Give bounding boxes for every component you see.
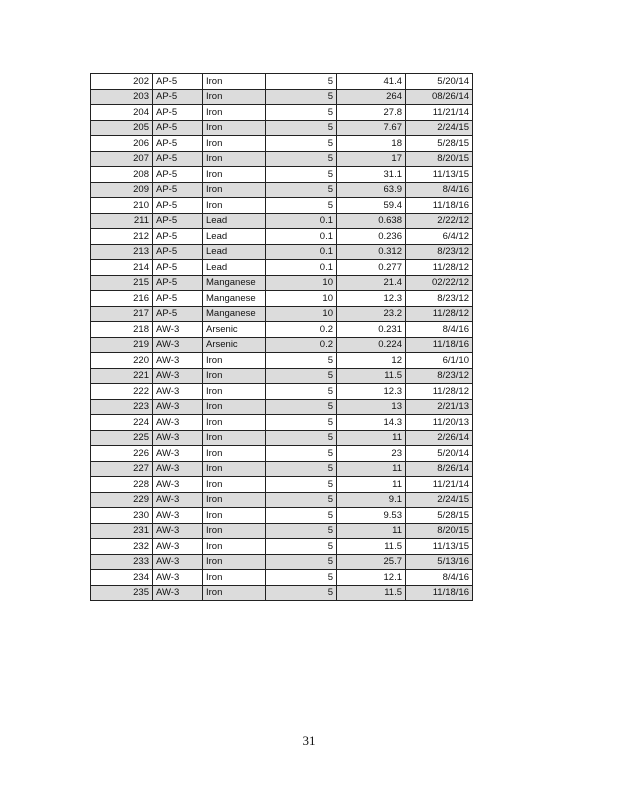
table-row [91, 368, 473, 384]
row-number-cell: 223 [91, 399, 153, 415]
date-cell: 11/18/16 [406, 198, 473, 214]
date-cell: 2/24/15 [406, 492, 473, 508]
row-number-cell: 225 [91, 430, 153, 446]
analyte-cell: Manganese [203, 306, 266, 322]
date-cell: 5/28/15 [406, 508, 473, 524]
analyte-cell: Iron [203, 461, 266, 477]
table-row [91, 337, 473, 353]
limit-cell: 5 [266, 89, 337, 105]
table-row [91, 151, 473, 167]
row-number-cell: 233 [91, 554, 153, 570]
result-cell: 23 [337, 446, 406, 462]
row-number-cell: 229 [91, 492, 153, 508]
limit-cell: 0.1 [266, 260, 337, 276]
result-cell: 11 [337, 477, 406, 493]
date-cell: 11/18/16 [406, 337, 473, 353]
table-row [91, 275, 473, 291]
table-row [91, 89, 473, 105]
table-row [91, 260, 473, 276]
analyte-cell: Lead [203, 229, 266, 245]
row-number-cell: 211 [91, 213, 153, 229]
table-row [91, 399, 473, 415]
table-row [91, 182, 473, 198]
row-number-cell: 231 [91, 523, 153, 539]
date-cell: 2/22/12 [406, 213, 473, 229]
result-cell: 14.3 [337, 415, 406, 431]
limit-cell: 5 [266, 415, 337, 431]
limit-cell: 0.1 [266, 244, 337, 260]
table-row [91, 198, 473, 214]
row-number-cell: 228 [91, 477, 153, 493]
date-cell: 2/26/14 [406, 430, 473, 446]
row-number-cell: 206 [91, 136, 153, 152]
location-cell: AW-3 [153, 368, 203, 384]
limit-cell: 5 [266, 492, 337, 508]
date-cell: 8/4/16 [406, 570, 473, 586]
row-number-cell: 220 [91, 353, 153, 369]
table-row [91, 415, 473, 431]
table-row [91, 105, 473, 121]
table-row [91, 291, 473, 307]
location-cell: AW-3 [153, 399, 203, 415]
location-cell: AP-5 [153, 213, 203, 229]
result-cell: 12 [337, 353, 406, 369]
limit-cell: 5 [266, 523, 337, 539]
result-cell: 9.1 [337, 492, 406, 508]
analyte-cell: Iron [203, 105, 266, 121]
table-row [91, 585, 473, 601]
row-number-cell: 209 [91, 182, 153, 198]
location-cell: AW-3 [153, 322, 203, 338]
date-cell: 8/23/12 [406, 368, 473, 384]
date-cell: 8/23/12 [406, 291, 473, 307]
analyte-cell: Iron [203, 415, 266, 431]
result-cell: 7.67 [337, 120, 406, 136]
row-number-cell: 226 [91, 446, 153, 462]
location-cell: AP-5 [153, 260, 203, 276]
result-cell: 18 [337, 136, 406, 152]
row-number-cell: 217 [91, 306, 153, 322]
date-cell: 8/4/16 [406, 182, 473, 198]
date-cell: 5/20/14 [406, 74, 473, 90]
limit-cell: 5 [266, 182, 337, 198]
location-cell: AW-3 [153, 570, 203, 586]
analyte-cell: Iron [203, 570, 266, 586]
analyte-cell: Iron [203, 368, 266, 384]
table-row [91, 523, 473, 539]
row-number-cell: 210 [91, 198, 153, 214]
analyte-cell: Lead [203, 213, 266, 229]
limit-cell: 5 [266, 554, 337, 570]
location-cell: AP-5 [153, 182, 203, 198]
table-row [91, 430, 473, 446]
limit-cell: 5 [266, 105, 337, 121]
date-cell: 11/28/12 [406, 384, 473, 400]
table-row [91, 322, 473, 338]
limit-cell: 0.1 [266, 229, 337, 245]
limit-cell: 5 [266, 585, 337, 601]
result-cell: 17 [337, 151, 406, 167]
date-cell: 11/13/15 [406, 539, 473, 555]
row-number-cell: 221 [91, 368, 153, 384]
date-cell: 02/22/12 [406, 275, 473, 291]
limit-cell: 10 [266, 306, 337, 322]
analyte-cell: Iron [203, 353, 266, 369]
row-number-cell: 222 [91, 384, 153, 400]
date-cell: 6/4/12 [406, 229, 473, 245]
location-cell: AW-3 [153, 523, 203, 539]
analyte-cell: Iron [203, 74, 266, 90]
row-number-cell: 218 [91, 322, 153, 338]
result-cell: 31.1 [337, 167, 406, 183]
location-cell: AW-3 [153, 430, 203, 446]
row-number-cell: 208 [91, 167, 153, 183]
result-cell: 0.312 [337, 244, 406, 260]
result-cell: 12.3 [337, 384, 406, 400]
row-number-cell: 202 [91, 74, 153, 90]
location-cell: AW-3 [153, 492, 203, 508]
analyte-cell: Iron [203, 198, 266, 214]
location-cell: AW-3 [153, 353, 203, 369]
analyte-cell: Iron [203, 182, 266, 198]
result-cell: 0.224 [337, 337, 406, 353]
table-row [91, 229, 473, 245]
date-cell: 8/23/12 [406, 244, 473, 260]
location-cell: AW-3 [153, 585, 203, 601]
table-row [91, 213, 473, 229]
table-row [91, 570, 473, 586]
location-cell: AW-3 [153, 508, 203, 524]
row-number-cell: 232 [91, 539, 153, 555]
limit-cell: 0.2 [266, 337, 337, 353]
analyte-cell: Lead [203, 260, 266, 276]
location-cell: AW-3 [153, 384, 203, 400]
analyte-cell: Manganese [203, 275, 266, 291]
row-number-cell: 213 [91, 244, 153, 260]
limit-cell: 5 [266, 570, 337, 586]
date-cell: 11/13/15 [406, 167, 473, 183]
row-number-cell: 224 [91, 415, 153, 431]
row-number-cell: 230 [91, 508, 153, 524]
location-cell: AP-5 [153, 306, 203, 322]
result-cell: 11.5 [337, 585, 406, 601]
limit-cell: 5 [266, 508, 337, 524]
location-cell: AW-3 [153, 337, 203, 353]
result-cell: 11.5 [337, 539, 406, 555]
limit-cell: 5 [266, 539, 337, 555]
location-cell: AP-5 [153, 120, 203, 136]
analyte-cell: Iron [203, 136, 266, 152]
result-cell: 9.53 [337, 508, 406, 524]
limit-cell: 5 [266, 461, 337, 477]
limit-cell: 5 [266, 399, 337, 415]
analyte-cell: Iron [203, 554, 266, 570]
sampling-results-table [90, 73, 473, 601]
date-cell: 2/21/13 [406, 399, 473, 415]
result-cell: 11.5 [337, 368, 406, 384]
result-cell: 0.231 [337, 322, 406, 338]
row-number-cell: 214 [91, 260, 153, 276]
table-row [91, 74, 473, 90]
row-number-cell: 212 [91, 229, 153, 245]
table-row [91, 492, 473, 508]
date-cell: 08/26/14 [406, 89, 473, 105]
location-cell: AW-3 [153, 539, 203, 555]
location-cell: AW-3 [153, 554, 203, 570]
location-cell: AW-3 [153, 477, 203, 493]
result-cell: 21.4 [337, 275, 406, 291]
location-cell: AP-5 [153, 136, 203, 152]
location-cell: AP-5 [153, 151, 203, 167]
result-cell: 12.1 [337, 570, 406, 586]
limit-cell: 5 [266, 167, 337, 183]
table-row [91, 306, 473, 322]
result-cell: 12.3 [337, 291, 406, 307]
row-number-cell: 235 [91, 585, 153, 601]
limit-cell: 10 [266, 291, 337, 307]
location-cell: AP-5 [153, 198, 203, 214]
limit-cell: 5 [266, 430, 337, 446]
row-number-cell: 204 [91, 105, 153, 121]
limit-cell: 5 [266, 477, 337, 493]
row-number-cell: 215 [91, 275, 153, 291]
location-cell: AP-5 [153, 229, 203, 245]
date-cell: 2/24/15 [406, 120, 473, 136]
limit-cell: 5 [266, 384, 337, 400]
limit-cell: 5 [266, 74, 337, 90]
limit-cell: 0.2 [266, 322, 337, 338]
date-cell: 5/28/15 [406, 136, 473, 152]
location-cell: AP-5 [153, 291, 203, 307]
location-cell: AP-5 [153, 167, 203, 183]
table-row [91, 446, 473, 462]
location-cell: AW-3 [153, 415, 203, 431]
analyte-cell: Iron [203, 523, 266, 539]
location-cell: AP-5 [153, 105, 203, 121]
table-row [91, 384, 473, 400]
date-cell: 5/20/14 [406, 446, 473, 462]
analyte-cell: Iron [203, 120, 266, 136]
analyte-cell: Arsenic [203, 322, 266, 338]
row-number-cell: 205 [91, 120, 153, 136]
date-cell: 11/20/13 [406, 415, 473, 431]
result-cell: 0.277 [337, 260, 406, 276]
result-cell: 25.7 [337, 554, 406, 570]
analyte-cell: Iron [203, 384, 266, 400]
analyte-cell: Iron [203, 89, 266, 105]
location-cell: AP-5 [153, 89, 203, 105]
analyte-cell: Iron [203, 151, 266, 167]
limit-cell: 0.1 [266, 213, 337, 229]
location-cell: AW-3 [153, 446, 203, 462]
result-cell: 264 [337, 89, 406, 105]
limit-cell: 5 [266, 446, 337, 462]
result-cell: 0.236 [337, 229, 406, 245]
analyte-cell: Iron [203, 446, 266, 462]
row-number-cell: 234 [91, 570, 153, 586]
analyte-cell: Arsenic [203, 337, 266, 353]
result-cell: 41.4 [337, 74, 406, 90]
date-cell: 11/21/14 [406, 105, 473, 121]
analyte-cell: Iron [203, 399, 266, 415]
row-number-cell: 216 [91, 291, 153, 307]
analyte-cell: Manganese [203, 291, 266, 307]
limit-cell: 5 [266, 120, 337, 136]
result-cell: 0.638 [337, 213, 406, 229]
page-number: 31 [302, 733, 316, 748]
analyte-cell: Iron [203, 539, 266, 555]
result-cell: 11 [337, 523, 406, 539]
table-row [91, 477, 473, 493]
date-cell: 8/20/15 [406, 523, 473, 539]
analyte-cell: Iron [203, 585, 266, 601]
row-number-cell: 203 [91, 89, 153, 105]
limit-cell: 5 [266, 353, 337, 369]
row-number-cell: 207 [91, 151, 153, 167]
table-row [91, 539, 473, 555]
table-row [91, 353, 473, 369]
analyte-cell: Iron [203, 430, 266, 446]
date-cell: 11/28/12 [406, 260, 473, 276]
row-number-cell: 227 [91, 461, 153, 477]
date-cell: 8/26/14 [406, 461, 473, 477]
table-row [91, 244, 473, 260]
result-cell: 59.4 [337, 198, 406, 214]
location-cell: AW-3 [153, 461, 203, 477]
result-cell: 27.8 [337, 105, 406, 121]
table-row [91, 508, 473, 524]
date-cell: 6/1/10 [406, 353, 473, 369]
analyte-cell: Lead [203, 244, 266, 260]
limit-cell: 5 [266, 198, 337, 214]
result-cell: 63.9 [337, 182, 406, 198]
analyte-cell: Iron [203, 477, 266, 493]
date-cell: 11/28/12 [406, 306, 473, 322]
date-cell: 8/4/16 [406, 322, 473, 338]
table-body [91, 74, 473, 601]
result-cell: 13 [337, 399, 406, 415]
analyte-cell: Iron [203, 492, 266, 508]
table-row [91, 554, 473, 570]
date-cell: 5/13/16 [406, 554, 473, 570]
date-cell: 11/21/14 [406, 477, 473, 493]
date-cell: 8/20/15 [406, 151, 473, 167]
table-row [91, 461, 473, 477]
row-number-cell: 219 [91, 337, 153, 353]
location-cell: AP-5 [153, 244, 203, 260]
location-cell: AP-5 [153, 275, 203, 291]
limit-cell: 5 [266, 151, 337, 167]
table-row [91, 120, 473, 136]
result-cell: 23.2 [337, 306, 406, 322]
result-cell: 11 [337, 461, 406, 477]
result-cell: 11 [337, 430, 406, 446]
limit-cell: 10 [266, 275, 337, 291]
date-cell: 11/18/16 [406, 585, 473, 601]
analyte-cell: Iron [203, 508, 266, 524]
analyte-cell: Iron [203, 167, 266, 183]
limit-cell: 5 [266, 368, 337, 384]
table-row [91, 167, 473, 183]
limit-cell: 5 [266, 136, 337, 152]
location-cell: AP-5 [153, 74, 203, 90]
table-row [91, 136, 473, 152]
